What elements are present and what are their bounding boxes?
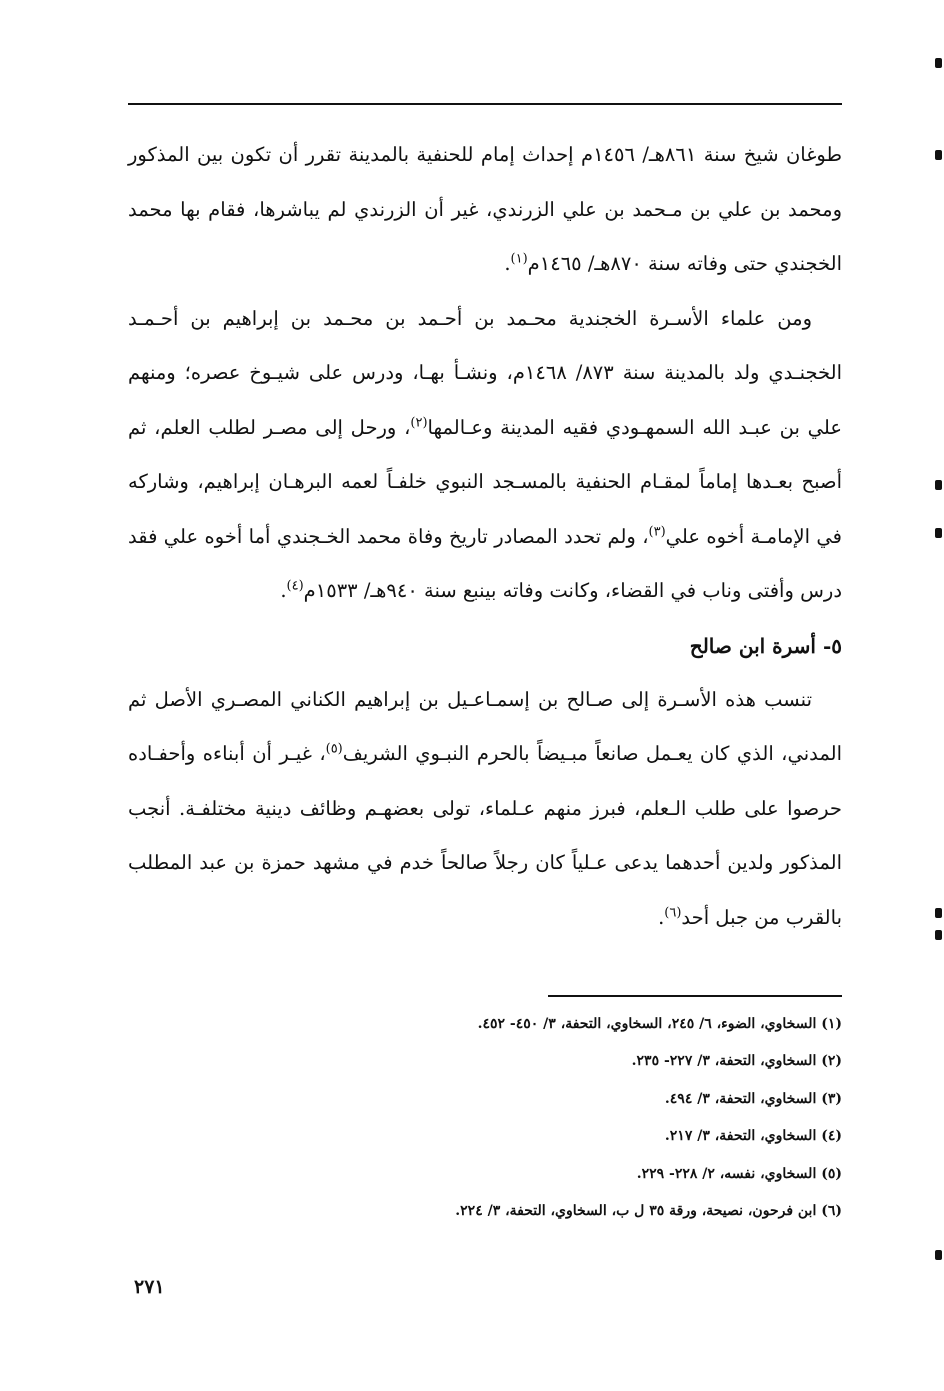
footnote-3: (٣) السخاوي، التحفة، ٣/ ٤٩٤. xyxy=(664,1090,842,1107)
footnotes-list xyxy=(128,1006,842,1230)
paragraph-1-text: طوغان شيخ سنة ٨٦١هـ/ ١٤٥٦م إحداث إمام للحنفية بالمدينة تقرر أن تكون بين المذكور ومحمد بن علي بن مـحمد بن علي الزرندي، غير أن الزرندي لم يباشرها، فقام بها محمد الخجندي حتى وفاته سنة ٨٧٠هـ/ ١٤٦٥م xyxy=(128,143,843,275)
footnote-4: (٤) السخاوي، التحفة، ٣/ ٢١٧. xyxy=(664,1128,842,1145)
scan-edge-mark xyxy=(935,908,942,918)
scan-edge-mark xyxy=(935,528,942,538)
footnote-2: (٢) السخاوي، التحفة، ٣/ ٢٢٧- ٢٣٥. xyxy=(631,1053,842,1070)
footnote-ref-3: (٣) xyxy=(648,524,666,539)
footnote-ref-1: (١) xyxy=(510,251,528,267)
page-number: ٢٧١ xyxy=(134,1276,165,1298)
footnote-6: (٦) ابن فرحون، نصيحة، ورقة ٣٥ ل ب، السخاوي، التحفة، ٣/ ٢٢٤. xyxy=(455,1203,842,1220)
paragraph-1-tail: . xyxy=(504,252,511,275)
footnote-1: (١) السخاوي، الضوء، ٦/ ٢٤٥، السخاوي، التحفة، ٣/ ٤٥٠- ٤٥٢. xyxy=(477,1016,842,1032)
footnote-ref-2: (٢) xyxy=(410,415,428,430)
footnote-ref-5: (٥) xyxy=(325,741,343,757)
paragraph-2 xyxy=(128,292,842,619)
scan-edge-mark xyxy=(935,480,942,490)
scan-edge-mark xyxy=(935,1250,942,1260)
scan-edge-mark xyxy=(935,150,942,160)
scan-edge-mark xyxy=(935,930,942,940)
paragraph-2-text: ومن علماء الأسـرة الخجندية محـمد بن أحـمد بن محـمد بن إبراهيم بن أحـمـد الخجنـدي ولد بالمدينة سنة ٨٧٣/ ١٤٦٨م، ونشـأ بهـا، ودرس على شيـوخ عصره؛ ومنهم علي بن عبـد الله السمهـودي فقيه المدينة وعـالمها xyxy=(128,306,842,439)
footnote-ref-6: (٦) xyxy=(664,905,682,920)
footnote-rule xyxy=(548,995,842,997)
paragraph-3 xyxy=(128,673,842,946)
paragraph-2-text-b: ، ورحل إلى مصـر لطلب العلم، ثم أصبح بعـدها إماماً لمقـام الحنفية بالمسـجد النبوي خلفـاً لعمه البرهـان إبراهيم، وشاركه في الإمامـة أخوه علي xyxy=(128,415,842,548)
section-heading: ٥- أسرة ابن صالح xyxy=(689,633,842,658)
paragraph-3-tail: . xyxy=(658,905,665,929)
paragraph-2-text-c: ، ولم تحدد المصادر تاريخ وفاة محمد الخـجندي أما أخوه علي فقد درس وأفتى وناب في القضاء، وكانت وفاته بينبع سنة ٩٤٠هـ/ ١٥٣٣م xyxy=(128,524,842,602)
main-text xyxy=(128,128,842,945)
footnote-ref-4: (٤) xyxy=(286,578,304,594)
paragraph-3-text: تنسب هذه الأسـرة إلى صـالح بن إسمـاعـيل بن إبراهيم الكناني المصـري الأصل ثم المدني، الذي كان يعـمل صانعاً مبـيضاً بالحرم النبـوي الشريف xyxy=(128,687,842,765)
paragraph-2-tail: . xyxy=(280,579,287,602)
scan-edge-mark xyxy=(935,58,942,68)
paragraph-3-text-b: ، غيـر أن أبناءه وأحفـاده حرصوا على طلب الـعلم، فبرز منهم عـلماء، تولى بعضهـم وظائف دينية مختلفـة. أنجب المذكور ولدين أحدهما يدعى عـلياً كان رجلاً صالحاً خدم في مشهد حمزة بن عبد المطلب بالقرب من جبل أحد xyxy=(128,742,842,929)
footnote-5: (٥) السخاوي، نفسه، ٢/ ٢٢٨- ٢٢٩. xyxy=(636,1165,842,1182)
header-rule xyxy=(128,103,842,105)
paragraph-1 xyxy=(128,128,842,292)
